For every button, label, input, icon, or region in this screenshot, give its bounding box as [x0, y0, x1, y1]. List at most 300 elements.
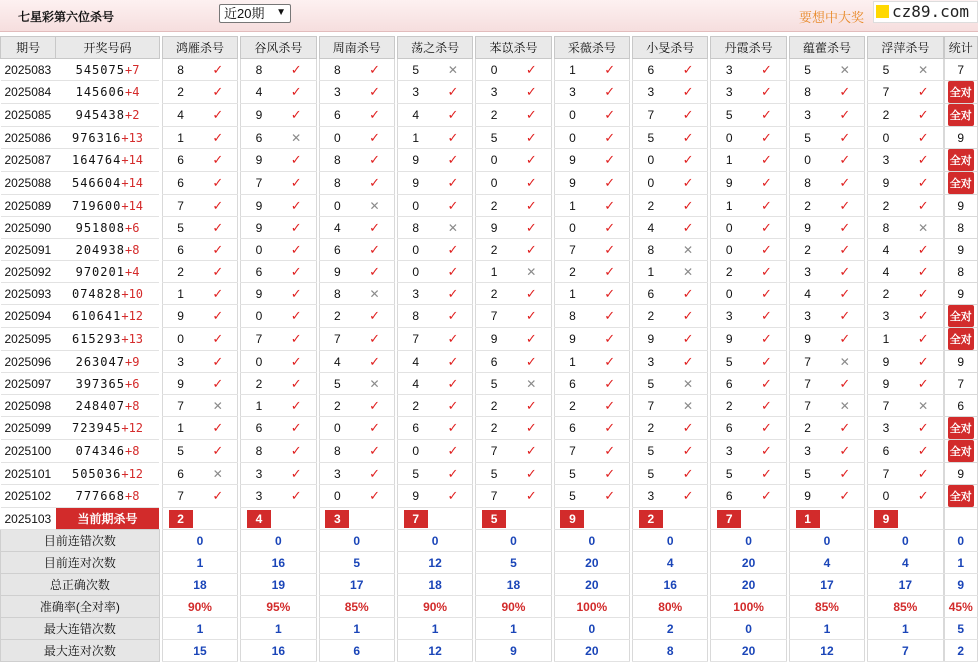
table-row [1, 485, 978, 508]
row-stat: 8 [944, 261, 977, 283]
kill-result [747, 305, 786, 328]
check-icon: ✓ [290, 107, 302, 122]
check-icon: ✓ [682, 197, 694, 213]
site-logo-text: cz89.com [892, 2, 970, 21]
stats-value: 8 [633, 640, 708, 662]
kill-result [277, 485, 316, 508]
kill-value: 8 [319, 283, 355, 305]
check-icon: ✓ [212, 488, 224, 503]
kill-result [669, 305, 708, 328]
check-icon: ✓ [760, 84, 772, 99]
column-header-killer[interactable]: 浮萍杀号 [868, 37, 943, 59]
kill-result [590, 417, 629, 440]
logo-mark-icon [876, 5, 889, 18]
kill-result [825, 485, 864, 508]
kill-value: 4 [397, 351, 433, 373]
kill-result [904, 440, 943, 463]
period-number: 2025083 [1, 59, 56, 81]
kill-value: 2 [633, 195, 669, 217]
check-icon: ✓ [682, 219, 694, 235]
kill-value: 0 [241, 239, 277, 261]
draw-digits: 723945 [71, 421, 122, 435]
draw-numbers [56, 373, 160, 395]
kill-result [355, 81, 394, 104]
kill-result [669, 485, 708, 508]
kill-result [277, 217, 316, 239]
cross-icon: ✕ [369, 286, 380, 301]
kill-value: 5 [633, 127, 669, 149]
kill-result [825, 373, 864, 395]
draw-sum: +12 [121, 421, 144, 435]
kill-result [747, 149, 786, 172]
draw-digits: 951808 [75, 220, 125, 235]
period-number: 2025097 [1, 373, 56, 395]
stats-value: 7 [868, 640, 943, 662]
period-number: 2025092 [1, 261, 56, 283]
draw-digits: 074828 [71, 286, 122, 301]
kill-result [198, 305, 237, 328]
kill-result [904, 239, 943, 261]
period-number: 2025095 [1, 328, 56, 351]
kill-value: 0 [711, 127, 747, 149]
kill-value: 9 [241, 283, 277, 305]
kill-result [512, 81, 551, 104]
stats-value: 1 [162, 618, 237, 640]
kill-result [355, 149, 394, 172]
kill-value: 0 [711, 217, 747, 239]
draw-sum: +12 [121, 466, 144, 481]
kill-value: 5 [633, 463, 669, 485]
check-icon: ✓ [917, 308, 929, 323]
check-icon: ✓ [917, 465, 929, 481]
check-icon: ✓ [525, 331, 537, 346]
kill-result [198, 239, 237, 261]
stats-value: 9 [476, 640, 551, 662]
stats-value: 1 [397, 618, 472, 640]
check-icon: ✓ [525, 241, 537, 257]
check-icon: ✓ [760, 353, 772, 369]
check-icon: ✓ [839, 420, 851, 435]
kill-result [434, 217, 473, 239]
check-icon: ✓ [212, 219, 224, 235]
kill-value: 9 [711, 328, 747, 351]
check-icon: ✓ [682, 353, 694, 369]
check-icon: ✓ [447, 152, 459, 167]
check-icon: ✓ [369, 443, 380, 458]
check-icon: ✓ [917, 263, 929, 279]
all-correct-badge: 全对 [948, 81, 974, 103]
kill-result [590, 149, 629, 172]
stats-value: 4 [789, 552, 864, 574]
check-icon: ✓ [760, 129, 772, 145]
kill-value: 9 [554, 149, 590, 172]
kill-result [590, 351, 629, 373]
kill-result [590, 485, 629, 508]
kill-value: 8 [241, 59, 277, 81]
row-stat: 9 [944, 127, 977, 149]
cross-icon: ✕ [918, 398, 929, 413]
check-icon: ✓ [604, 84, 616, 99]
check-icon: ✓ [760, 197, 772, 213]
check-icon: ✓ [839, 219, 851, 235]
kill-value: 0 [554, 104, 590, 127]
row-stat [944, 104, 977, 127]
kill-value: 1 [868, 328, 904, 351]
period-number: 2025088 [1, 172, 56, 195]
kill-result [825, 172, 864, 195]
kill-value: 1 [633, 261, 669, 283]
draw-sum: +2 [124, 108, 140, 122]
kill-value: 8 [789, 172, 825, 195]
kill-result [434, 373, 473, 395]
kill-result [669, 395, 708, 417]
kill-value: 3 [789, 440, 825, 463]
period-number: 2025093 [1, 283, 56, 305]
check-icon: ✓ [447, 129, 459, 145]
check-icon: ✓ [290, 285, 302, 301]
kill-value: 2 [476, 417, 512, 440]
kill-result [747, 81, 786, 104]
cross-icon: ✕ [447, 62, 458, 77]
kill-value: 4 [397, 104, 433, 127]
kill-result [434, 463, 473, 485]
row-stat: 6 [944, 395, 977, 417]
draw-numbers [56, 485, 160, 508]
check-icon: ✓ [760, 375, 772, 391]
kill-value: 5 [162, 217, 198, 239]
kill-value: 9 [241, 149, 277, 172]
kill-value: 2 [789, 239, 825, 261]
period-number: 2025086 [1, 127, 56, 149]
check-icon: ✓ [447, 375, 459, 391]
kill-value: 1 [711, 149, 747, 172]
kill-value: 3 [789, 305, 825, 328]
period-number: 2025084 [1, 81, 56, 104]
kill-value: 6 [554, 417, 590, 440]
cross-icon: ✕ [526, 376, 537, 391]
check-icon: ✓ [604, 420, 616, 435]
check-icon: ✓ [369, 241, 380, 257]
kill-value: 2 [868, 104, 904, 127]
check-icon: ✓ [290, 175, 302, 190]
kill-result [590, 440, 629, 463]
column-header-killer[interactable]: 鸿雁杀号 [162, 37, 237, 59]
column-header-killer[interactable]: 谷风杀号 [241, 37, 316, 59]
current-kill-value: 1 [796, 510, 820, 528]
kill-value: 6 [319, 239, 355, 261]
kill-result [904, 485, 943, 508]
stats-value: 12 [789, 640, 864, 662]
check-icon: ✓ [525, 308, 537, 323]
check-icon: ✓ [369, 353, 380, 369]
kill-result [825, 440, 864, 463]
kill-result [904, 217, 943, 239]
kill-result [355, 172, 394, 195]
kill-result [590, 239, 629, 261]
check-icon: ✓ [839, 175, 851, 190]
stats-value: 100% [711, 596, 786, 618]
kill-result [512, 328, 551, 351]
current-kill-cell [241, 508, 277, 530]
check-icon: ✓ [290, 241, 302, 257]
cross-icon: ✕ [683, 264, 694, 279]
stats-value: 17 [868, 574, 943, 596]
kill-value: 9 [868, 351, 904, 373]
table-row [1, 149, 978, 172]
period-number: 2025100 [1, 440, 56, 463]
kill-result [198, 485, 237, 508]
kill-result [277, 81, 316, 104]
check-icon: ✓ [447, 175, 459, 190]
kill-result [747, 172, 786, 195]
current-kill-blank [355, 508, 394, 530]
kill-value: 9 [319, 261, 355, 283]
check-icon: ✓ [839, 263, 851, 279]
kill-result [825, 149, 864, 172]
all-correct-badge: 全对 [948, 440, 974, 462]
stats-row [1, 574, 978, 596]
stats-value: 4 [868, 552, 943, 574]
kill-result [355, 217, 394, 239]
check-icon: ✓ [290, 263, 302, 279]
kill-result [198, 195, 237, 217]
kill-value: 2 [476, 395, 512, 417]
kill-result [434, 195, 473, 217]
check-icon: ✓ [682, 175, 694, 190]
current-kill-value: 2 [169, 510, 193, 528]
kill-value: 3 [868, 305, 904, 328]
draw-numbers [56, 127, 160, 149]
draw-numbers [56, 195, 160, 217]
check-icon: ✓ [525, 353, 537, 369]
kill-result [277, 149, 316, 172]
stats-label: 目前连对次数 [1, 552, 160, 574]
check-icon: ✓ [682, 331, 694, 346]
current-kill-cell [162, 508, 198, 530]
current-kill-blank [747, 508, 786, 530]
kill-value: 7 [162, 485, 198, 508]
column-header-period: 期号 [1, 37, 56, 59]
kill-value: 6 [554, 373, 590, 395]
kill-value: 9 [162, 305, 198, 328]
all-correct-badge: 全对 [948, 417, 974, 439]
check-icon: ✓ [682, 308, 694, 323]
kill-result [277, 463, 316, 485]
check-icon: ✓ [917, 420, 929, 435]
column-header-killer[interactable]: 周南杀号 [319, 37, 394, 59]
kill-result [434, 239, 473, 261]
stats-value: 0 [789, 530, 864, 552]
check-icon: ✓ [525, 84, 537, 99]
current-kill-cell [319, 508, 355, 530]
kill-value: 2 [554, 261, 590, 283]
check-icon: ✓ [369, 488, 380, 503]
kill-value: 8 [554, 305, 590, 328]
check-icon: ✓ [917, 331, 929, 346]
check-icon: ✓ [917, 353, 929, 369]
check-icon: ✓ [917, 241, 929, 257]
kill-result [512, 440, 551, 463]
kill-result [590, 172, 629, 195]
check-icon: ✓ [369, 331, 380, 346]
kill-value: 3 [319, 81, 355, 104]
kill-result [825, 104, 864, 127]
check-icon: ✓ [369, 107, 380, 122]
kill-result [355, 59, 394, 81]
all-correct-badge: 全对 [948, 485, 974, 507]
current-kill-cell [868, 508, 904, 530]
kill-value: 4 [868, 261, 904, 283]
kill-value: 2 [319, 305, 355, 328]
check-icon: ✓ [839, 84, 851, 99]
kill-value: 8 [397, 217, 433, 239]
kill-value: 9 [476, 217, 512, 239]
check-icon: ✓ [525, 420, 537, 435]
kill-value: 0 [868, 127, 904, 149]
period-select[interactable] [219, 4, 291, 23]
draw-numbers [56, 217, 160, 239]
stats-label: 最大连错次数 [1, 618, 160, 640]
current-kill-value: 2 [639, 510, 663, 528]
check-icon: ✓ [604, 285, 616, 301]
current-stat-blank [944, 508, 977, 530]
current-kill-value: 7 [717, 510, 741, 528]
draw-digits: 546604 [71, 176, 122, 190]
kill-result [355, 305, 394, 328]
check-icon: ✓ [525, 175, 537, 190]
draw-digits: 545075 [75, 62, 125, 77]
cross-icon: ✕ [918, 62, 929, 77]
kill-result [590, 195, 629, 217]
column-header-killer[interactable]: 丹霞杀号 [711, 37, 786, 59]
check-icon: ✓ [447, 331, 459, 346]
kill-value: 8 [319, 149, 355, 172]
stats-value: 18 [476, 574, 551, 596]
draw-digits: 719600 [71, 198, 122, 213]
kill-result [434, 104, 473, 127]
kill-value: 7 [162, 395, 198, 417]
stats-value: 19 [241, 574, 316, 596]
stats-value: 20 [554, 640, 629, 662]
kill-result [434, 172, 473, 195]
current-kill-blank [512, 508, 551, 530]
draw-digits: 074346 [75, 444, 125, 458]
kill-result [198, 440, 237, 463]
draw-numbers [56, 104, 160, 127]
check-icon: ✓ [290, 465, 302, 481]
kill-result [277, 239, 316, 261]
column-header-killer[interactable]: 蕴藿杀号 [789, 37, 864, 59]
kill-result [669, 127, 708, 149]
kill-value: 5 [633, 440, 669, 463]
kill-value: 8 [319, 172, 355, 195]
kill-value: 9 [868, 373, 904, 395]
kill-value: 7 [868, 81, 904, 104]
kill-result [747, 59, 786, 81]
stats-label: 总正确次数 [1, 574, 160, 596]
kill-result [198, 395, 237, 417]
column-header-killer[interactable]: 采薇杀号 [554, 37, 629, 59]
kill-value: 7 [868, 463, 904, 485]
promo-link[interactable]: 要想中大奖 [799, 10, 865, 25]
kill-result [434, 81, 473, 104]
cross-icon: ✕ [369, 198, 380, 213]
current-kill-cell [397, 508, 433, 530]
check-icon: ✓ [839, 241, 851, 257]
kill-result [825, 261, 864, 283]
kill-value: 5 [711, 351, 747, 373]
row-stat [944, 305, 977, 328]
kill-value: 4 [397, 373, 433, 395]
site-logo[interactable] [873, 1, 978, 23]
kill-result [747, 351, 786, 373]
kill-result [355, 417, 394, 440]
stats-value: 0 [241, 530, 316, 552]
draw-digits: 145606 [75, 85, 125, 99]
column-header-killer[interactable]: 荡之杀号 [397, 37, 472, 59]
kill-value: 3 [241, 485, 277, 508]
kill-value: 2 [711, 395, 747, 417]
check-icon: ✓ [212, 443, 224, 458]
kill-result [198, 172, 237, 195]
draw-sum: +7 [124, 62, 140, 77]
check-icon: ✓ [839, 129, 851, 145]
kill-value: 1 [162, 127, 198, 149]
stats-value: 12 [397, 552, 472, 574]
kill-value: 6 [711, 373, 747, 395]
kill-value: 0 [633, 172, 669, 195]
column-header-killer[interactable]: 小旻杀号 [633, 37, 708, 59]
kill-result [904, 283, 943, 305]
stats-value: 0 [162, 530, 237, 552]
stats-value: 1 [162, 552, 237, 574]
kill-value: 7 [554, 440, 590, 463]
check-icon: ✓ [839, 285, 851, 301]
kill-value: 5 [711, 463, 747, 485]
draw-digits: 777668 [75, 489, 125, 503]
kill-result [355, 440, 394, 463]
check-icon: ✓ [839, 197, 851, 213]
kill-result [904, 59, 943, 81]
stats-value: 0 [711, 530, 786, 552]
kill-value: 6 [476, 351, 512, 373]
current-kill-value: 3 [325, 510, 349, 528]
kill-result [669, 351, 708, 373]
check-icon: ✓ [212, 308, 224, 323]
kill-result [277, 305, 316, 328]
stats-row [1, 530, 978, 552]
check-icon: ✓ [917, 84, 929, 99]
stats-total: 2 [944, 640, 977, 662]
column-header-killer[interactable]: 苯苡杀号 [476, 37, 551, 59]
stats-value: 16 [241, 640, 316, 662]
kill-result [277, 283, 316, 305]
kill-value: 0 [554, 127, 590, 149]
check-icon: ✓ [525, 443, 537, 458]
kill-value: 2 [476, 195, 512, 217]
kill-result [669, 328, 708, 351]
kill-result [590, 283, 629, 305]
kill-result [590, 463, 629, 485]
kill-value: 5 [554, 463, 590, 485]
kill-value: 6 [319, 104, 355, 127]
kill-value: 2 [868, 195, 904, 217]
kill-result [512, 59, 551, 81]
kill-value: 5 [789, 59, 825, 81]
kill-value: 8 [319, 59, 355, 81]
column-header-draw: 开奖号码 [56, 37, 160, 59]
kill-value: 9 [554, 172, 590, 195]
